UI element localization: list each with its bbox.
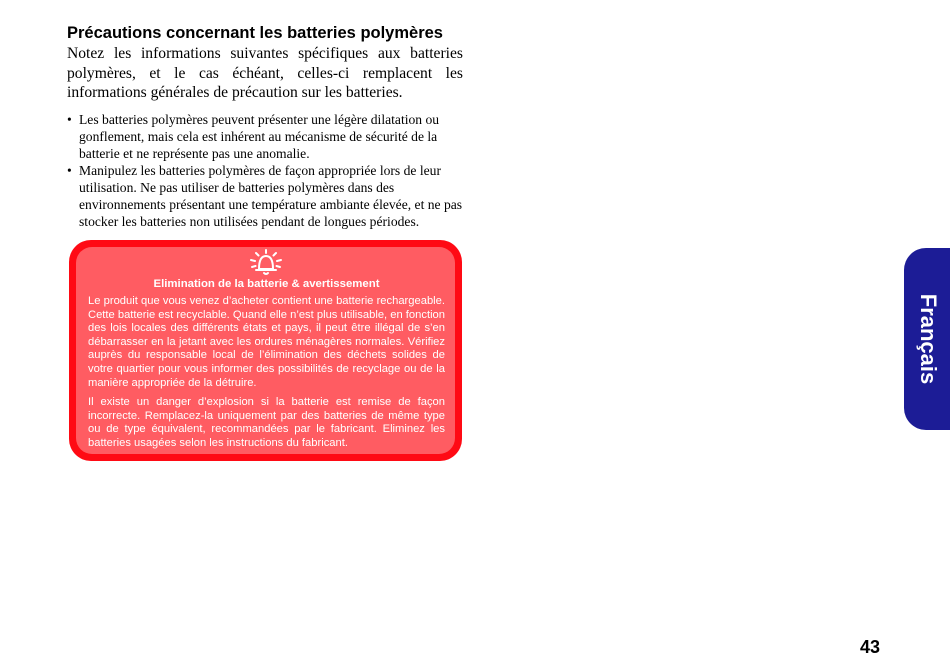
bullet-marker: • <box>67 163 72 179</box>
alarm-bell-icon <box>249 248 283 276</box>
page-number: 43 <box>860 637 881 657</box>
warning-paragraph-recycling: Le produit que vous venez d’acheter contient une batterie rechargeable. Cette batterie est recyclable. Quand elle n’est plus utilisable, en fonction des lois locales des différents états et pays, il peut être illégal de s’en débarrasser en la jetant avec les ordures ménagères normales. Vérifiez auprès du responsable local de l’élimination des déchets solides de votre quartier pour vous informer des possibilités de recyclage ou de la manière appropriée de la détruire. <box>88 295 445 389</box>
intro-paragraph: Notez les informations suivantes spécifiques aux batteries polymères, et le cas échéant, celles-ci remplacent les informations générales de précaution sur les batteries. <box>67 45 463 101</box>
list-item <box>67 112 463 162</box>
precautions-list <box>67 112 463 232</box>
list-item <box>67 163 463 230</box>
language-tab-label: Français <box>916 293 941 385</box>
section-heading: Précautions concernant les batteries polymères <box>67 24 443 42</box>
bullet-marker: • <box>67 112 72 127</box>
list-item-text: Les batteries polymères peuvent présenter une légère dilatation ou gonflement, mais cela est inhérent au mécanisme de sécurité de la batterie et ne représente pas une anomalie. <box>79 112 440 161</box>
list-item-text: Manipulez les batteries polymères de façon appropriée lors de leur utilisation. Ne pas utiliser de batteries polymères dans des environnements présentant une température ambiante élevée, et ne pas stocker les batteries non utilisées pendant de longues périodes. <box>79 163 463 229</box>
warning-paragraph-explosion: Il existe un danger d’explosion si la batterie est remise de façon incorrecte. Remplacez-la uniquement par des batteries de même type ou de type équivalent, recommandées par le fabricant. Eliminez les batteries usagées selon les instructions du fabricant. <box>88 396 445 449</box>
warning-title: Elimination de la batterie & avertissement <box>153 278 380 290</box>
